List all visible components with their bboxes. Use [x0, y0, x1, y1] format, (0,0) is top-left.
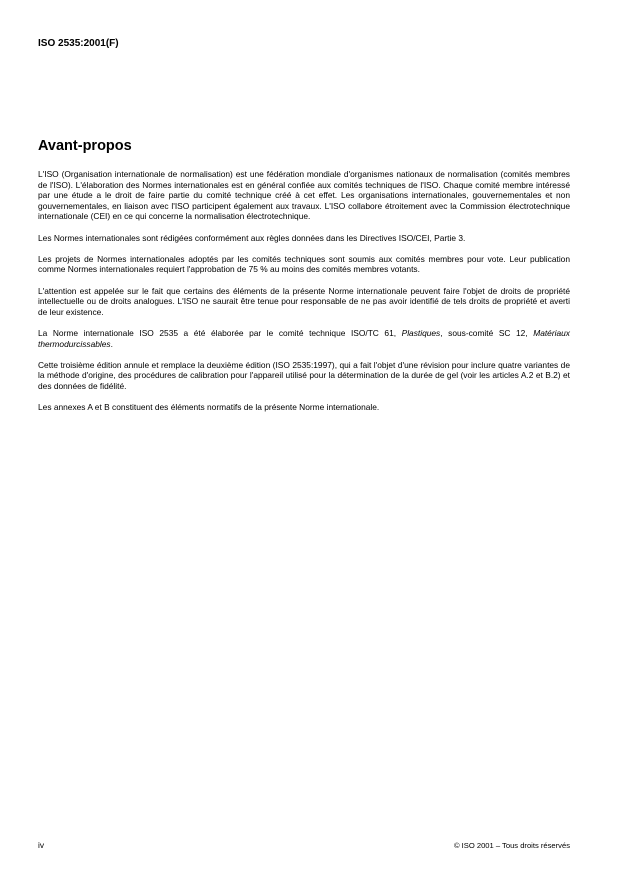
- paragraph-committee: [38, 328, 570, 349]
- paragraph-voting: Les projets de Normes internationales adoptés par les comités techniques sont soumis aux comités membres pour vote. Leur publication comme Normes internationales requiert l'approbation de 75 % au moins des comités membres votants.: [38, 253, 570, 275]
- section-title: Avant-propos: [38, 138, 132, 154]
- paragraph-annexes: Les annexes A et B constituent des éléments normatifs de la présente Norme internationale.: [38, 402, 380, 413]
- committee-name-italic: Plastiques: [401, 327, 441, 338]
- committee-text-3: .: [110, 338, 113, 349]
- paragraph-iso-organisation: L'ISO (Organisation internationale de normalisation) est une fédération mondiale d'organismes nationaux de normalisation (comités membres de l'ISO). L'élaboration des Normes internationales est en général confiée aux comités techniques de l'ISO. Chaque comité membre intéressé par une étude a le droit de faire partie du comité technique créé à cet effet. Les organisations internationales, gouvernementales et non gouvernementales, en liaison avec l'ISO participent également aux travaux. L'ISO collabore étroitement avec la Commission électrotechnique internationale (CEI) en ce qui concerne la normalisation électrotechnique.: [38, 169, 570, 222]
- document-id-header: ISO 2535:2001(F): [38, 38, 119, 49]
- foreword-body: [38, 169, 570, 423]
- committee-text-2: , sous-comité SC 12,: [440, 327, 534, 338]
- page-number: iv: [38, 840, 45, 850]
- paragraph-directives: Les Normes internationales sont rédigées conformément aux règles données dans les Directives ISO/CEI, Partie 3.: [38, 232, 466, 243]
- copyright-notice: © ISO 2001 – Tous droits réservés: [453, 841, 570, 850]
- paragraph-edition: Cette troisième édition annule et remplace la deuxième édition (ISO 2535:1997), qui a fait l'objet d'une révision pour inclure quatre variantes de la méthode d'origine, des procédures de calibration pour l'appareil utilisé pour la détermination de la durée de gel (voir les articles A.2 et B.2) et des données de fidélité.: [38, 359, 570, 391]
- paragraph-patent-rights: L'attention est appelée sur le fait que certains des éléments de la présente Norme internationale peuvent faire l'objet de droits de propriété intellectuelle ou de droits analogues. L'ISO ne saurait être tenue pour responsable de ne pas avoir identifié de tels droits de propriété et averti de leur existence.: [38, 285, 570, 317]
- subcommittee-name-italic: Matériaux thermodurcissables: [38, 327, 570, 349]
- committee-text-1: La Norme internationale ISO 2535 a été élaborée par le comité technique ISO/TC 61,: [38, 327, 402, 338]
